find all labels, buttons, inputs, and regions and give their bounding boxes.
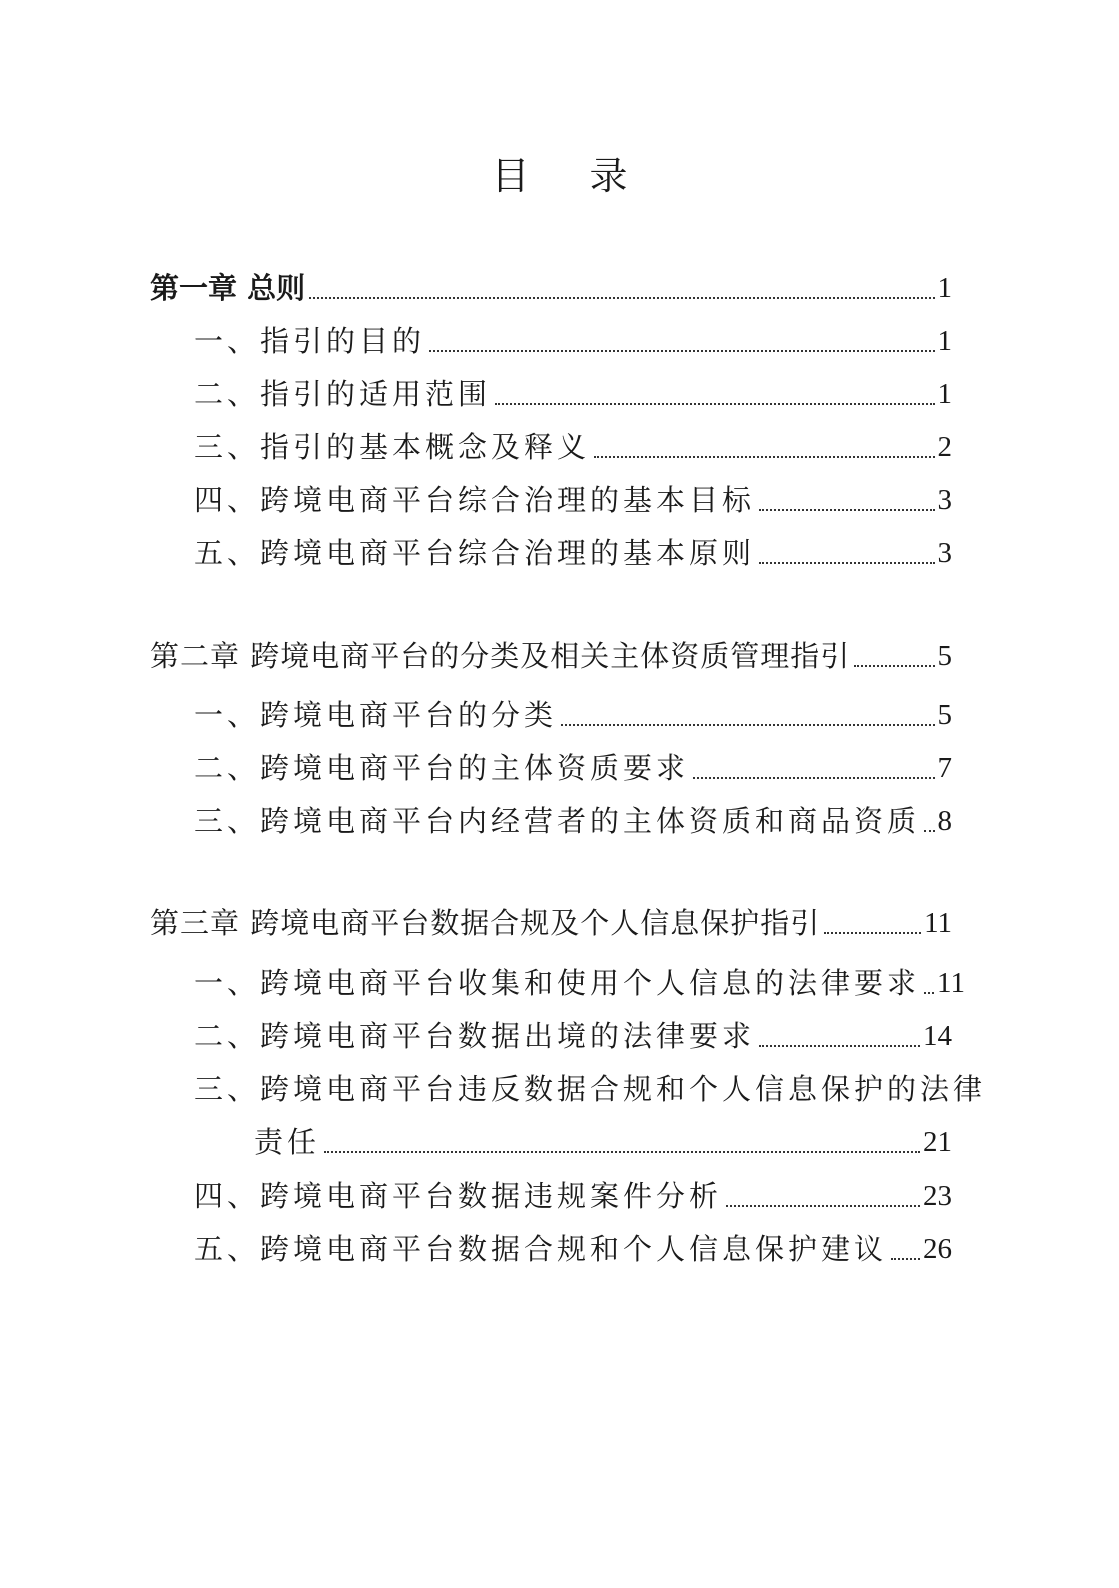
toc-item-label: 三、跨境电商平台违反数据合规和个人信息保护的法律	[194, 1072, 987, 1106]
toc-item[interactable]	[194, 1229, 952, 1269]
toc-item[interactable]	[194, 748, 952, 788]
leader-dots	[726, 1205, 920, 1207]
toc-item-label: 二、跨境电商平台的主体资质要求	[194, 751, 690, 785]
leader-dots	[891, 1258, 920, 1260]
toc-page-number: 26	[923, 1233, 952, 1265]
leader-dots	[561, 724, 934, 726]
toc-item-line2[interactable]	[254, 1122, 952, 1162]
toc-page-number: 1	[937, 325, 952, 357]
leader-dots	[693, 777, 934, 779]
toc-page-number: 11	[924, 907, 952, 939]
leader-dots	[495, 403, 934, 405]
toc-page-number: 8	[937, 805, 952, 837]
leader-dots	[759, 509, 934, 511]
toc-chapter-label: 第三章 跨境电商平台数据合规及个人信息保护指引	[150, 906, 821, 940]
leader-dots	[924, 992, 934, 994]
toc-item-label: 责任	[254, 1125, 321, 1159]
leader-dots	[594, 456, 934, 458]
toc-item[interactable]	[194, 963, 965, 1003]
toc-item[interactable]	[194, 480, 952, 520]
toc-item-label: 五、跨境电商平台综合治理的基本原则	[194, 536, 756, 570]
toc-page-number: 1	[937, 378, 952, 410]
toc-item[interactable]	[194, 801, 952, 841]
toc-chapter-label: 第一章 总则	[150, 271, 306, 305]
toc-page-number: 5	[937, 640, 952, 672]
toc-item[interactable]	[194, 533, 952, 573]
toc-item-label: 四、跨境电商平台数据违规案件分析	[194, 1179, 723, 1213]
toc-item[interactable]	[194, 321, 952, 361]
toc-item-label: 二、指引的适用范围	[194, 377, 492, 411]
toc-page-number: 1	[937, 272, 952, 304]
toc-page-number: 21	[923, 1126, 952, 1158]
page-title: 目 录	[491, 154, 652, 198]
leader-dots	[824, 932, 921, 934]
leader-dots	[309, 297, 934, 299]
toc-item[interactable]	[194, 1176, 952, 1216]
leader-dots	[854, 665, 934, 667]
toc-item-label: 一、指引的目的	[194, 324, 426, 358]
toc-chapter-2[interactable]	[150, 636, 952, 676]
toc-chapter-1[interactable]	[150, 268, 952, 308]
toc-chapter-label: 第二章 跨境电商平台的分类及相关主体资质管理指引	[150, 639, 851, 673]
leader-dots	[429, 350, 934, 352]
toc-chapter-3[interactable]	[150, 903, 952, 943]
toc-item-label: 一、跨境电商平台收集和使用个人信息的法律要求	[194, 966, 921, 1000]
toc-item-label: 一、跨境电商平台的分类	[194, 698, 558, 732]
leader-dots	[324, 1151, 920, 1153]
toc-page-number: 5	[937, 699, 952, 731]
leader-dots	[759, 562, 934, 564]
toc-page-number: 14	[923, 1020, 952, 1052]
toc-page-number: 23	[923, 1180, 952, 1212]
toc-page-number: 3	[937, 484, 952, 516]
leader-dots	[924, 830, 934, 832]
toc-item[interactable]	[194, 374, 952, 414]
toc-item-label: 四、跨境电商平台综合治理的基本目标	[194, 483, 756, 517]
toc-page-number: 3	[937, 537, 952, 569]
toc-item[interactable]	[194, 1016, 952, 1056]
toc-item-label: 二、跨境电商平台数据出境的法律要求	[194, 1019, 756, 1053]
leader-dots	[759, 1045, 920, 1047]
toc-page-number: 2	[937, 431, 952, 463]
toc-item-label: 三、指引的基本概念及释义	[194, 430, 591, 464]
toc-item[interactable]	[194, 427, 952, 467]
toc-page-number: 11	[937, 967, 965, 999]
toc-item[interactable]	[194, 695, 952, 735]
toc-item-label: 五、跨境电商平台数据合规和个人信息保护建议	[194, 1232, 888, 1266]
toc-item-label: 三、跨境电商平台内经营者的主体资质和商品资质	[194, 804, 921, 838]
toc-item-line1[interactable]	[194, 1069, 987, 1109]
toc-page-number: 7	[937, 752, 952, 784]
